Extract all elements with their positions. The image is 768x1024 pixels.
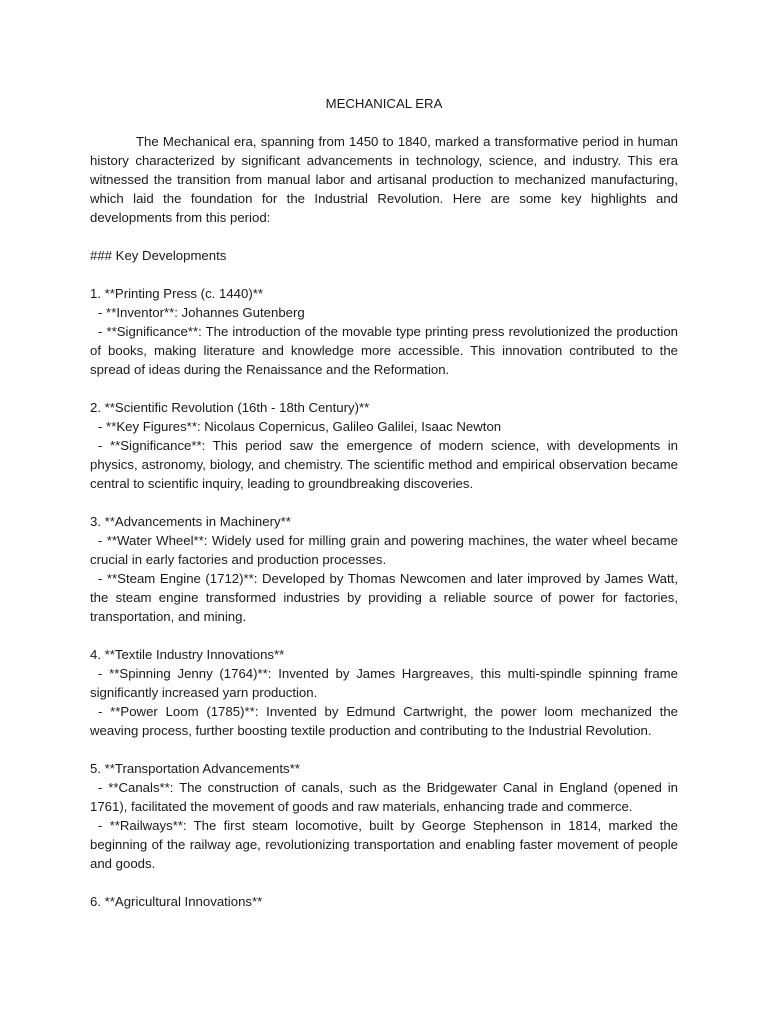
development-item (90, 892, 678, 911)
development-item (90, 645, 678, 740)
item-title: 5. **Transportation Advancements** (90, 761, 300, 776)
section-heading: ### Key Developments (90, 248, 227, 263)
intro-paragraph: The Mechanical era, spanning from 1450 to 1840, marked a transformative period in human history characterized by significant advancements in technology, science, and industry. This era witnessed the transition from manual labor and artisanal production to mechanized manufacturing, which laid the foundation for the Industrial Revolution. Here are some key highlights and developments from this period: (90, 134, 678, 225)
item-title: 6. **Agricultural Innovations** (90, 894, 263, 909)
item-detail: - **Spinning Jenny (1764)**: Invented by James Hargreaves, this multi-spindle spinning frame significantly increased yarn production. (90, 666, 678, 700)
development-item (90, 512, 678, 626)
spacer (90, 873, 678, 892)
page-title: MECHANICAL ERA (325, 96, 443, 111)
item-title: 4. **Textile Industry Innovations** (90, 647, 285, 662)
item-detail: - **Inventor**: Johannes Gutenberg (98, 305, 305, 320)
item-detail: - **Significance**: This period saw the emergence of modern science, with developments in physics, astronomy, biology, and chemistry. The scientific method and empirical observation became central to scientific inquiry, leading to groundbreaking discoveries. (90, 438, 678, 491)
item-detail: - **Steam Engine (1712)**: Developed by Thomas Newcomen and later improved by James Watt, the steam engine transformed industries by providing a reliable source of power for factories, transportation, and mining. (90, 571, 678, 624)
spacer (90, 626, 678, 645)
spacer (90, 227, 678, 246)
item-detail: - **Water Wheel**: Widely used for milling grain and powering machines, the water wheel became crucial in early factories and production processes. (90, 533, 678, 567)
item-title: 1. **Printing Press (c. 1440)** (90, 286, 263, 301)
spacer (90, 379, 678, 398)
item-detail: - **Canals**: The construction of canals, such as the Bridgewater Canal in England (opened in 1761), facilitated the movement of goods and raw materials, enhancing trade and commerce. (90, 780, 678, 814)
development-item (90, 284, 678, 379)
spacer (90, 740, 678, 759)
item-title: 2. **Scientific Revolution (16th - 18th Century)** (90, 400, 370, 415)
development-item (90, 398, 678, 493)
item-detail: - **Power Loom (1785)**: Invented by Edmund Cartwright, the power loom mechanized the weaving process, further boosting textile production and contributing to the Industrial Revolution. (90, 704, 678, 738)
item-detail: - **Railways**: The first steam locomotive, built by George Stephenson in 1814, marked the beginning of the railway age, revolutionizing transportation and enabling faster movement of people and goods. (90, 818, 678, 871)
item-detail: - **Significance**: The introduction of the movable type printing press revolutionized the production of books, making literature and knowledge more accessible. This innovation contributed to the spread of ideas during the Renaissance and the Reformation. (90, 324, 678, 377)
document-page (90, 94, 678, 911)
spacer (90, 493, 678, 512)
development-item (90, 759, 678, 873)
spacer (90, 265, 678, 284)
item-title: 3. **Advancements in Machinery** (90, 514, 291, 529)
item-detail: - **Key Figures**: Nicolaus Copernicus, Galileo Galilei, Isaac Newton (98, 419, 502, 434)
